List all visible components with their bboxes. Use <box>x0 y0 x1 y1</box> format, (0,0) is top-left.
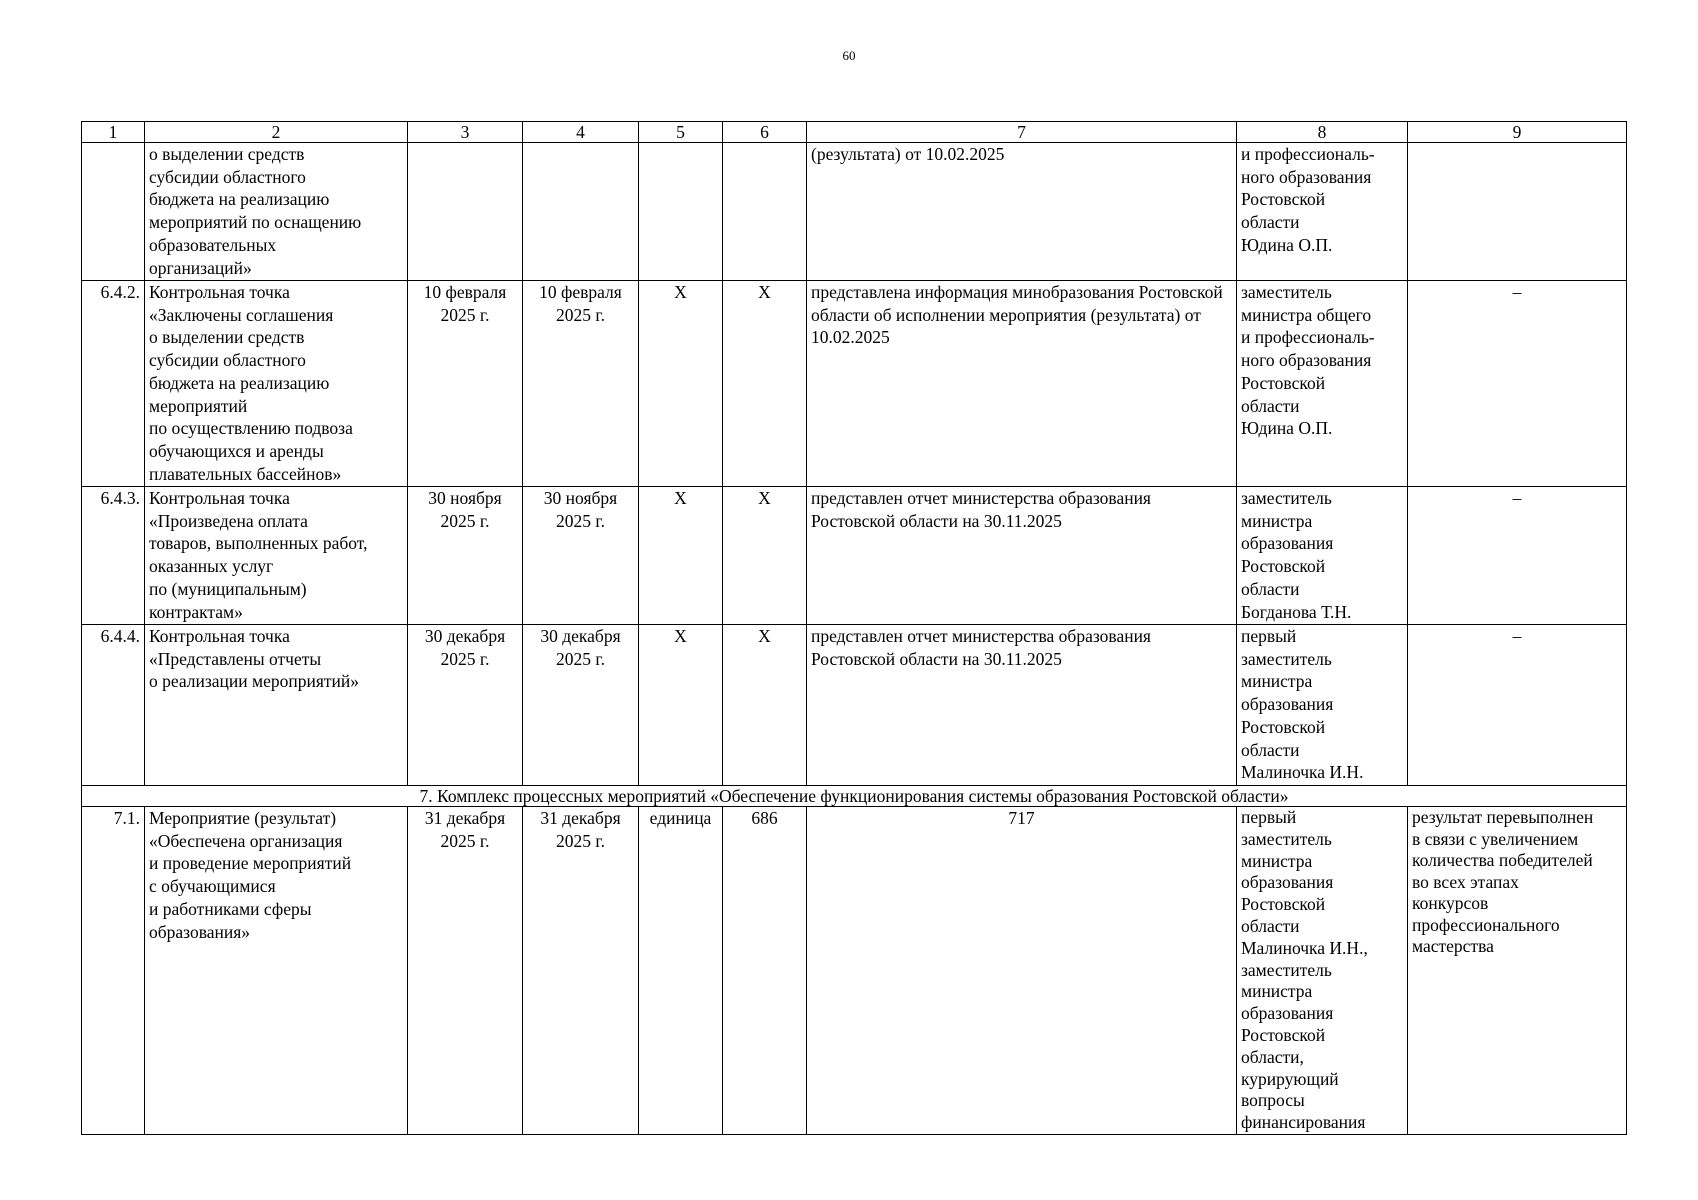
column-header: 1 <box>82 122 145 143</box>
page-number: 60 <box>842 48 856 63</box>
column-number-row <box>82 122 1627 143</box>
note: – <box>1408 625 1627 786</box>
planned-value: Х <box>723 281 807 487</box>
planned-value: 686 <box>723 807 807 1135</box>
column-header: 9 <box>1408 122 1627 143</box>
table-row <box>82 807 1627 1135</box>
result: представлен отчет министерства образования Ростовской области на 30.11.2025 <box>807 625 1237 786</box>
section-header-row <box>82 786 1627 807</box>
actual-date: 10 февраля 2025 г. <box>523 281 639 487</box>
result: представлена информация минобразования Ростовской области об исполнении мероприятия (результата) от 10.02.2025 <box>807 281 1237 487</box>
planned-date <box>408 143 523 281</box>
planned-value <box>723 143 807 281</box>
responsible: первый заместитель министра образования Ростовской области Малиночка И.Н., заместитель министра образования Ростовской области, курирующий вопросы финансирования <box>1237 807 1408 1135</box>
report-table <box>81 121 1627 1135</box>
planned-value: Х <box>723 625 807 786</box>
unit: Х <box>639 281 723 487</box>
table-row <box>82 281 1627 487</box>
column-header: 2 <box>145 122 408 143</box>
note: результат перевыполнен в связи с увеличением количества победителей во всех этапах конкурсов профессионального мастерства <box>1408 807 1627 1135</box>
event-name: о выделении средств субсидии областного бюджета на реализацию мероприятий по оснащению образовательных организаций» <box>145 143 408 281</box>
responsible: и профессиональ- ного образования Ростовской области Юдина О.П. <box>1237 143 1408 281</box>
actual-date: 30 декабря 2025 г. <box>523 625 639 786</box>
actual-date: 30 ноября 2025 г. <box>523 487 639 625</box>
table-row <box>82 143 1627 281</box>
planned-date: 31 декабря 2025 г. <box>408 807 523 1135</box>
unit: Х <box>639 487 723 625</box>
section-title: 7. Комплекс процессных мероприятий «Обеспечение функционирования системы образования Ростовской области» <box>82 786 1627 807</box>
column-header: 4 <box>523 122 639 143</box>
event-name: Мероприятие (результат) «Обеспечена организация и проведение мероприятий с обучающимися и работниками сферы образования» <box>145 807 408 1135</box>
planned-date: 30 декабря 2025 г. <box>408 625 523 786</box>
unit: Х <box>639 625 723 786</box>
planned-value: Х <box>723 487 807 625</box>
column-header: 7 <box>807 122 1237 143</box>
result: представлен отчет министерства образования Ростовской области на 30.11.2025 <box>807 487 1237 625</box>
row-number: 6.4.3. <box>82 487 145 625</box>
actual-date <box>523 143 639 281</box>
row-number: 6.4.4. <box>82 625 145 786</box>
column-header: 3 <box>408 122 523 143</box>
event-name: Контрольная точка «Представлены отчеты о реализации мероприятий» <box>145 625 408 786</box>
note <box>1408 143 1627 281</box>
result: 717 <box>807 807 1237 1135</box>
unit <box>639 143 723 281</box>
responsible: первый заместитель министра образования Ростовской области Малиночка И.Н. <box>1237 625 1408 786</box>
result: (результата) от 10.02.2025 <box>807 143 1237 281</box>
planned-date: 30 ноября 2025 г. <box>408 487 523 625</box>
responsible: заместитель министра общего и профессиональ- ного образования Ростовской области Юдина О.П. <box>1237 281 1408 487</box>
actual-date: 31 декабря 2025 г. <box>523 807 639 1135</box>
event-name: Контрольная точка «Заключены соглашения о выделении средств субсидии областного бюджета на реализацию мероприятий по осуществлению подвоза обучающихся и аренды плавательных бассейнов» <box>145 281 408 487</box>
row-number: 6.4.2. <box>82 281 145 487</box>
unit: единица <box>639 807 723 1135</box>
table-row <box>82 487 1627 625</box>
event-name: Контрольная точка «Произведена оплата товаров, выполненных работ, оказанных услуг по (муниципальным) контрактам» <box>145 487 408 625</box>
note: – <box>1408 487 1627 625</box>
column-header: 6 <box>723 122 807 143</box>
column-header: 5 <box>639 122 723 143</box>
table-row <box>82 625 1627 786</box>
column-header: 8 <box>1237 122 1408 143</box>
note: – <box>1408 281 1627 487</box>
row-number <box>82 143 145 281</box>
responsible: заместитель министра образования Ростовской области Богданова Т.Н. <box>1237 487 1408 625</box>
planned-date: 10 февраля 2025 г. <box>408 281 523 487</box>
row-number: 7.1. <box>82 807 145 1135</box>
